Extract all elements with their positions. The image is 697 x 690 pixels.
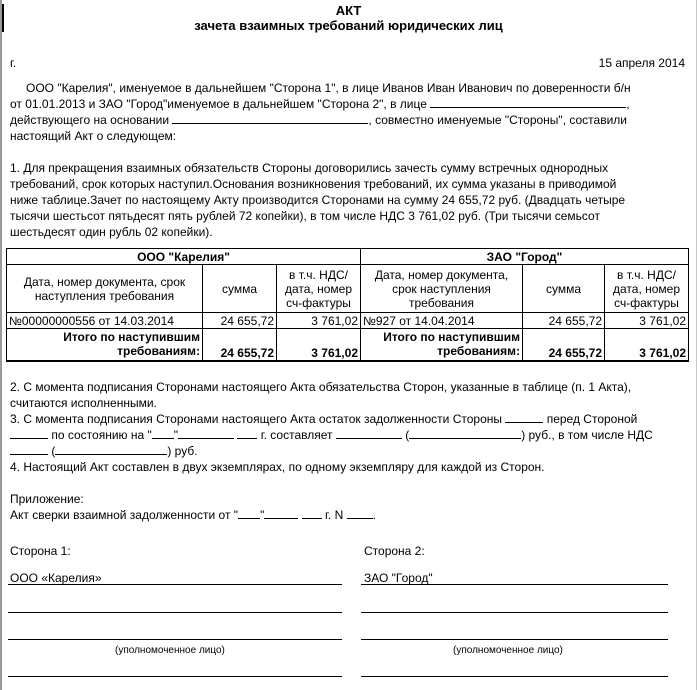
doc-date: 15 апреля 2014 [598, 56, 685, 70]
appendix-text: Акт сверки взаимной задолженности от " [10, 508, 239, 522]
col-doc-2: Дата, номер документа, срок наступления требования [361, 265, 523, 313]
table-column-header-row [7, 265, 689, 313]
side2-extra-line[interactable] [361, 676, 668, 677]
reconciliation-number-field[interactable] [347, 507, 373, 519]
p3-line-3 [10, 443, 198, 459]
balance-month-field[interactable] [178, 427, 234, 439]
p3-date-open: по состоянию на " [51, 428, 152, 442]
row1-doc2: №927 от 14.04.2014 [361, 313, 523, 329]
intro-line-3-tail: , совместно именуемые "Стороны", составили [368, 113, 627, 127]
p3-vat-tail: ) руб. [167, 444, 198, 458]
row1-doc1: №00000000556 от 14.03.2014 [7, 313, 203, 329]
total-sum-1: 24 655,72 [203, 329, 277, 361]
p1-line-4: тысячи шестьсот пятьдесят пять рублей 72 копейки), в том числе НДС 3 761,02 руб. (Три тысячи семьсот [10, 209, 600, 223]
balance-day-field[interactable] [152, 427, 174, 439]
vat-amount-field[interactable] [10, 443, 48, 455]
col-vat-2: в т.ч. НДС/ дата, номер сч-фактуры [605, 265, 689, 313]
reconciliation-year-field[interactable] [302, 507, 322, 519]
p3-amount-label: г. составляет [260, 428, 333, 442]
total-label-2 [361, 329, 523, 361]
p3-line-1 [10, 411, 637, 427]
party1-header: ООО "Карелия" [7, 249, 361, 265]
col-doc-1: Дата, номер документа, срок наступления требования [7, 265, 203, 313]
side2-position-line[interactable] [361, 612, 668, 613]
intro-line-4: настоящий Акт о следующем: [10, 129, 177, 143]
balance-amount-words-field[interactable] [409, 427, 521, 439]
total-vat-1: 3 761,02 [277, 329, 361, 361]
total-vat-2: 3 761,02 [605, 329, 689, 361]
total-label-2-line1: Итого по наступившим [383, 330, 520, 345]
balance-year-field[interactable] [237, 427, 257, 439]
intro-line-2 [10, 96, 630, 112]
table-party-row [7, 249, 689, 265]
total-label-1-line1: Итого по наступившим [63, 330, 200, 345]
p3-date-close: " [173, 428, 179, 442]
party2-header: ЗАО "Город" [361, 249, 689, 265]
appendix-number-label: г. N [325, 508, 344, 522]
side1-name: ООО «Карелия» [10, 571, 102, 585]
p2-line-2: считаются исполненными. [10, 396, 157, 410]
reconciliation-month-field[interactable] [264, 507, 298, 519]
offset-table [6, 248, 689, 362]
comma: , [626, 97, 630, 111]
row1-sum1: 24 655,72 [203, 313, 277, 329]
table-row [7, 313, 689, 329]
p1-line-2: требований, срок которых наступил.Основания возникновения требований, их сумма указаны в приводимой [10, 177, 617, 191]
debtor-party-field[interactable] [505, 411, 543, 423]
doc-subtitle: зачета взаимных требований юридических лиц [194, 18, 503, 33]
side1-extra-line[interactable] [8, 676, 342, 677]
doc-title: АКТ [335, 3, 362, 18]
intro-line-1: ООО "Карелия", именуемое в дальнейшем "Сторона 1", в лице Иванов Иван Иванович по доверенности б/н [26, 81, 631, 95]
side2-authorized-caption: (уполномоченное лицо) [453, 645, 563, 656]
appendix-quote: " [260, 508, 265, 522]
total-label-1-line2: требованиям: [117, 344, 200, 359]
intro-line-2-text: от 01.01.2013 и ЗАО "Город"именуемое в дальнейшем "Сторона 2", в лице [10, 97, 427, 111]
col-vat-1: в т.ч. НДС/ дата, номер сч-фактуры [277, 265, 361, 313]
row1-vat1: 3 761,02 [277, 313, 361, 329]
p2-line-1: 2. С момента подписания Сторонами настоящего Акта обязательства Сторон, указанные в таблице (п. 1 Акта), [10, 380, 632, 394]
p1-line-3: ниже таблице.Зачет по настоящему Акту производится Сторонами на сумму 24 655,72 руб. (Двадцать четыре [10, 193, 626, 207]
side1-label: Сторона 1: [10, 544, 71, 558]
side1-position-line[interactable] [8, 612, 342, 613]
p3-line-1-text: 3. С момента подписания Сторонами настоящего Акта остаток задолженности Стороны [10, 412, 503, 426]
col-sum-1: сумма [203, 265, 277, 313]
side2-signature-line[interactable] [361, 639, 668, 640]
appendix-title: Приложение: [10, 492, 84, 506]
appendix-line [10, 507, 376, 523]
total-sum-2: 24 655,72 [523, 329, 605, 361]
side2-name: ЗАО "Город" [364, 571, 433, 585]
left-window-border [0, 0, 2, 690]
appendix-dot: . [372, 508, 376, 522]
vat-amount-words-field[interactable] [55, 443, 167, 455]
side1-authorized-caption: (уполномоченное лицо) [115, 645, 225, 656]
total-label-1 [7, 329, 203, 361]
city-prefix: г. [10, 56, 17, 70]
p3-vat-label: ) руб., в том числе НДС [521, 428, 653, 442]
intro-line-3-text: действующего на основании [10, 113, 170, 127]
p3-line-2 [10, 427, 653, 443]
reconciliation-day-field[interactable] [238, 507, 260, 519]
side2-label: Сторона 2: [364, 544, 425, 558]
side1-name-line [8, 584, 342, 585]
balance-amount-field[interactable] [336, 427, 402, 439]
col-sum-2: сумма [523, 265, 605, 313]
creditor-party-field[interactable] [10, 427, 48, 439]
basis-field[interactable] [172, 112, 368, 124]
side2-name-line [361, 584, 668, 585]
row1-vat2: 3 761,02 [605, 313, 689, 329]
intro-line-3 [10, 112, 627, 128]
p4-line: 4. Настоящий Акт составлен в двух экземплярах, по одному экземпляру для каждой из Сторон. [10, 460, 545, 474]
p1-line-1: 1. Для прекращения взаимных обязательств Стороны договорились зачесть сумму встречных однородных [10, 161, 609, 175]
p3-vat-paren-open: ( [51, 444, 56, 458]
total-label-2-line2: требованиям: [437, 344, 520, 359]
row1-sum2: 24 655,72 [523, 313, 605, 329]
p1-line-5: шестьдесят один рубль 02 копейки). [10, 225, 213, 239]
p3-line-1-tail: перед Стороной [546, 412, 638, 426]
side1-signature-line[interactable] [8, 639, 342, 640]
table-total-row [7, 329, 689, 361]
p3-paren-open: ( [405, 428, 410, 442]
representative-field[interactable] [430, 96, 626, 108]
